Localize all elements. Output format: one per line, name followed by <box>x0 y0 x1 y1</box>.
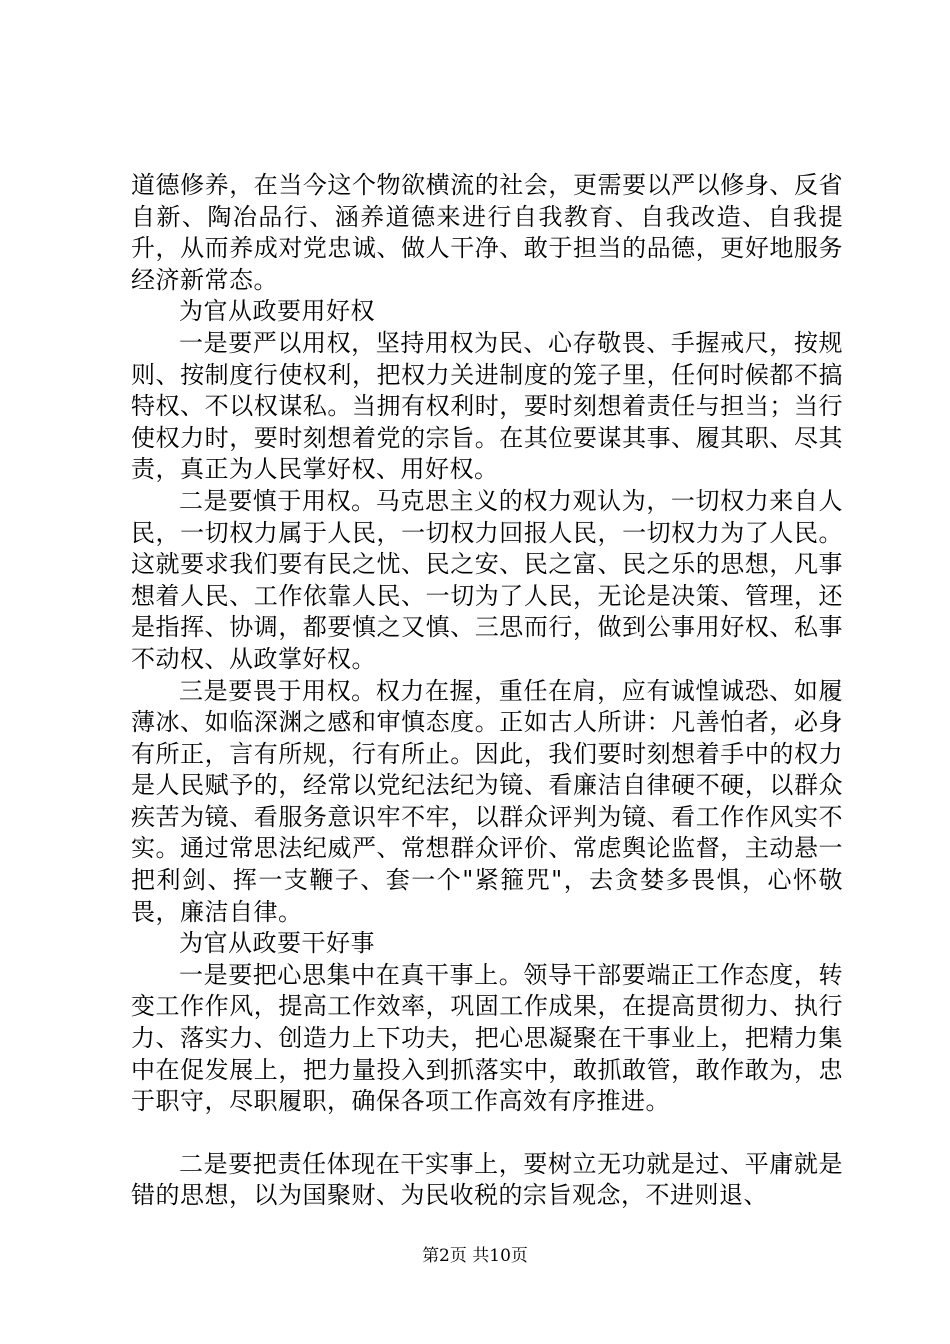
paragraph-respectful-use-of-power: 三是要畏于用权。权力在握，重任在肩，应有诚惶诚恐、如履薄冰、如临深渊之感和审慎态度。正如古人所讲：凡善怕者，必身有所正，言有所规，行有所止。因此，我们要时刻想着手中的权力是人民赋予的，经常以党纪法纪为镜、看廉洁自律硬不硬，以群众疾苦为镜、看服务意识牢不牢，以群众评判为镜、看工作作风实不实。通过常思法纪威严、常想群众评价、常虑舆论监督，主动悬一把利剑、挥一支鞭子、套一个"紧箍咒"，去贪婪多畏惧，心怀敬畏，廉洁自律。 <box>131 676 843 926</box>
paragraph-focus-on-real-work: 一是要把心思集中在真干事上。领导干部要端正工作态度，转变工作作风，提高工作效率，巩固工作成果，在提高贯彻力、执行力、落实力、创造力上下功夫，把心思凝聚在干事业上，把精力集中在促发展上，把力量投入到抓落实中，敢抓敢管，敢作敢为，忠于职守，尽职履职，确保各项工作高效有序推进。 <box>131 960 843 1116</box>
document-body <box>131 170 843 1212</box>
page-number: 第2页 共10页 <box>422 1246 528 1266</box>
paragraph-continuation: 道德修养，在当今这个物欲横流的社会，更需要以严以修身、反省自新、陶冶品行、涵养道德来进行自我教育、自我改造、自我提升，从而养成对党忠诚、做人干净、敢于担当的品德，更好地服务经济新常态。 <box>131 171 843 294</box>
paragraph-prudent-use-of-power: 二是要慎于用权。马克思主义的权力观认为，一切权力来自人民，一切权力属于人民，一切权力回报人民，一切权力为了人民。这就要求我们要有民之忧、民之安、民之富、民之乐的思想，凡事想着人民、工作依靠人民、一切为了人民，无论是决策、管理，还是指挥、协调，都要慎之又慎、三思而行，做到公事用好权、私事不动权、从政掌好权。 <box>131 486 843 673</box>
section-heading-do-good-work: 为官从政要干好事 <box>179 929 375 958</box>
section-heading-use-power: 为官从政要用好权 <box>179 297 375 326</box>
paragraph-responsibility-in-work: 二是要把责任体现在干实事上，要树立无功就是过、平庸就是错的思想，以为国聚财、为民收税的宗旨观念，不进则退、 <box>131 1149 843 1210</box>
page-footer <box>0 1246 950 1266</box>
paragraph-strict-use-of-power: 一是要严以用权，坚持用权为民、心存敬畏、手握戒尺，按规则、按制度行使权利，把权力关进制度的笼子里，任何时候都不搞特权、不以权谋私。当拥有权利时，要时刻想着责任与担当；当行使权力时，要时刻想着党的宗旨。在其位要谋其事、履其职、尽其责，真正为人民掌好权、用好权。 <box>131 328 843 484</box>
